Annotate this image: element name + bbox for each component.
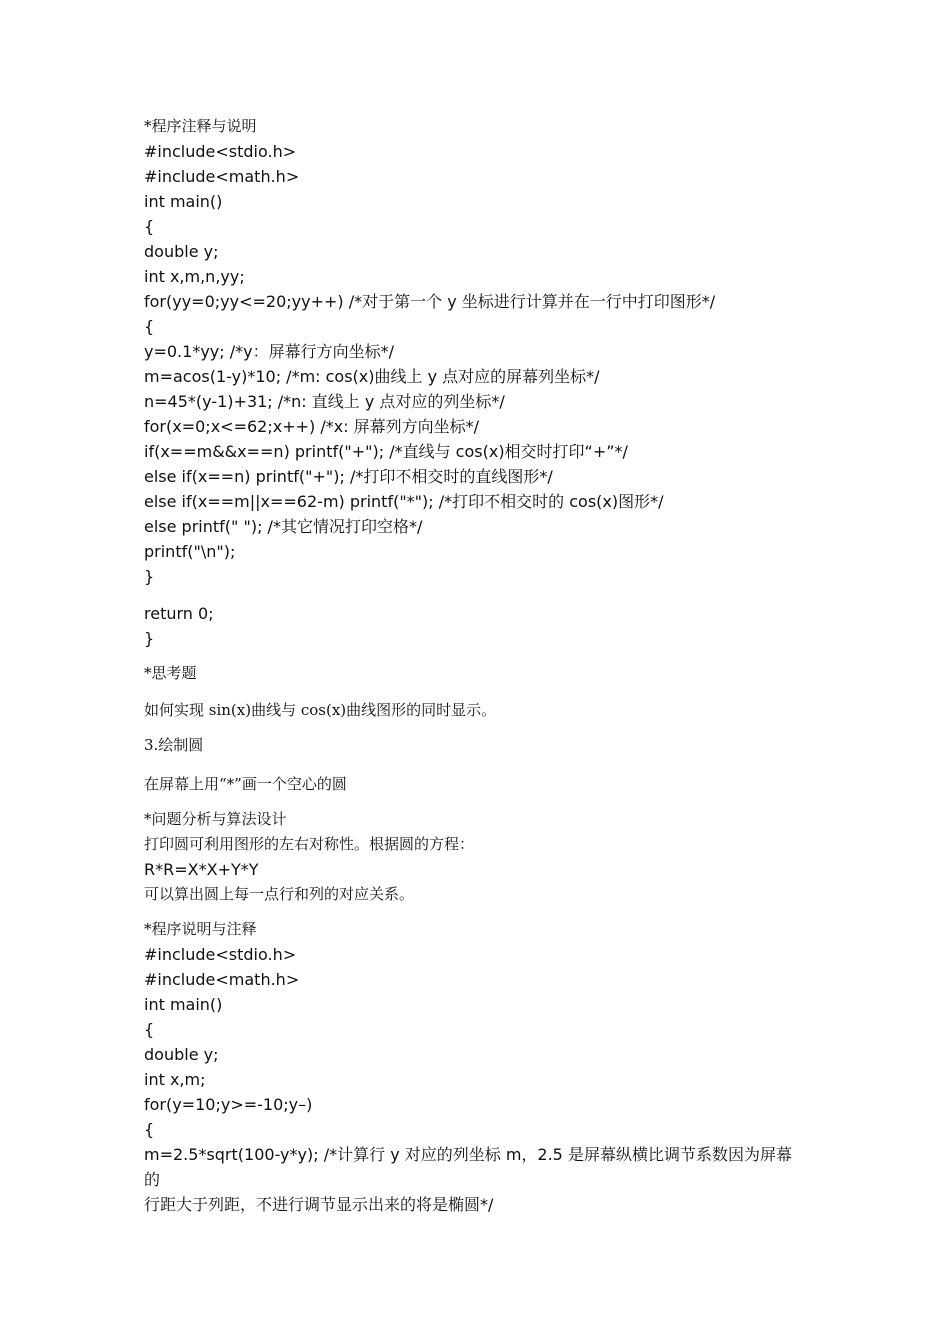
section-heading: *程序注释与说明 <box>144 117 257 135</box>
code-line: for(yy=0;yy<=20;yy++) /*对于第一个 y 坐标进行计算并在一行中打印图形*/ <box>144 292 716 311</box>
code-line: return 0; <box>144 604 214 623</box>
section-heading: *思考题 <box>144 664 197 682</box>
code-line: #include<stdio.h> <box>144 142 297 161</box>
code-line: { <box>144 1120 155 1139</box>
formula-line: R*R=X*X+Y*Y <box>144 860 259 879</box>
section-heading: *问题分析与算法设计 <box>144 810 287 828</box>
code-line: else if(x==n) printf("+"); /*打印不相交时的直线图形*/ <box>144 467 553 486</box>
code-line: int x,m,n,yy; <box>144 267 245 286</box>
code-line: for(x=0;x<=62;x++) /*x: 屏幕列方向坐标*/ <box>144 417 480 436</box>
section-title: 3.绘制圆 <box>144 736 204 754</box>
code-line: double y; <box>144 242 219 261</box>
paragraph: 打印圆可利用图形的左右对称性。根据圆的方程： <box>144 835 475 853</box>
code-line: m=2.5*sqrt(100-y*y); /*计算行 y 对应的列坐标 m，2.5 是屏幕纵横比调节系数因为屏幕 <box>144 1145 792 1164</box>
paragraph: 在屏幕上用“*”画一个空心的圆 <box>144 775 347 793</box>
code-line: double y; <box>144 1045 219 1064</box>
code-line: int main() <box>144 192 223 211</box>
code-line: { <box>144 317 155 336</box>
code-line: 行距大于列距，不进行调节显示出来的将是椭圆*/ <box>144 1195 494 1214</box>
paragraph: 如何实现 sin(x)曲线与 cos(x)曲线图形的同时显示。 <box>144 701 497 719</box>
code-line: int main() <box>144 995 223 1014</box>
code-line: m=acos(1-y)*10; /*m: cos(x)曲线上 y 点对应的屏幕列坐标*/ <box>144 367 600 386</box>
code-line: for(y=10;y>=-10;y–) <box>144 1095 313 1114</box>
code-line: } <box>144 629 155 648</box>
code-line: n=45*(y-1)+31; /*n: 直线上 y 点对应的列坐标*/ <box>144 392 505 411</box>
code-line: printf("\n"); <box>144 542 236 561</box>
code-line: } <box>144 567 155 586</box>
code-line: { <box>144 1020 155 1039</box>
code-line: int x,m; <box>144 1070 206 1089</box>
code-line: #include<stdio.h> <box>144 945 297 964</box>
code-line: { <box>144 217 155 236</box>
code-line: #include<math.h> <box>144 970 300 989</box>
code-line: 的 <box>144 1170 161 1189</box>
code-line: else if(x==m||x==62-m) printf("*"); /*打印不相交时的 cos(x)图形*/ <box>144 492 664 511</box>
code-line: #include<math.h> <box>144 167 300 186</box>
document-page <box>144 114 824 1217</box>
code-line: else printf(" "); /*其它情况打印空格*/ <box>144 517 423 536</box>
code-line: if(x==m&&x==n) printf("+"); /*直线与 cos(x)相交时打印“+”*/ <box>144 442 628 461</box>
code-line: y=0.1*yy; /*y：屏幕行方向坐标*/ <box>144 342 394 361</box>
paragraph: 可以算出圆上每一点行和列的对应关系。 <box>144 885 415 903</box>
section-heading: *程序说明与注释 <box>144 920 257 938</box>
